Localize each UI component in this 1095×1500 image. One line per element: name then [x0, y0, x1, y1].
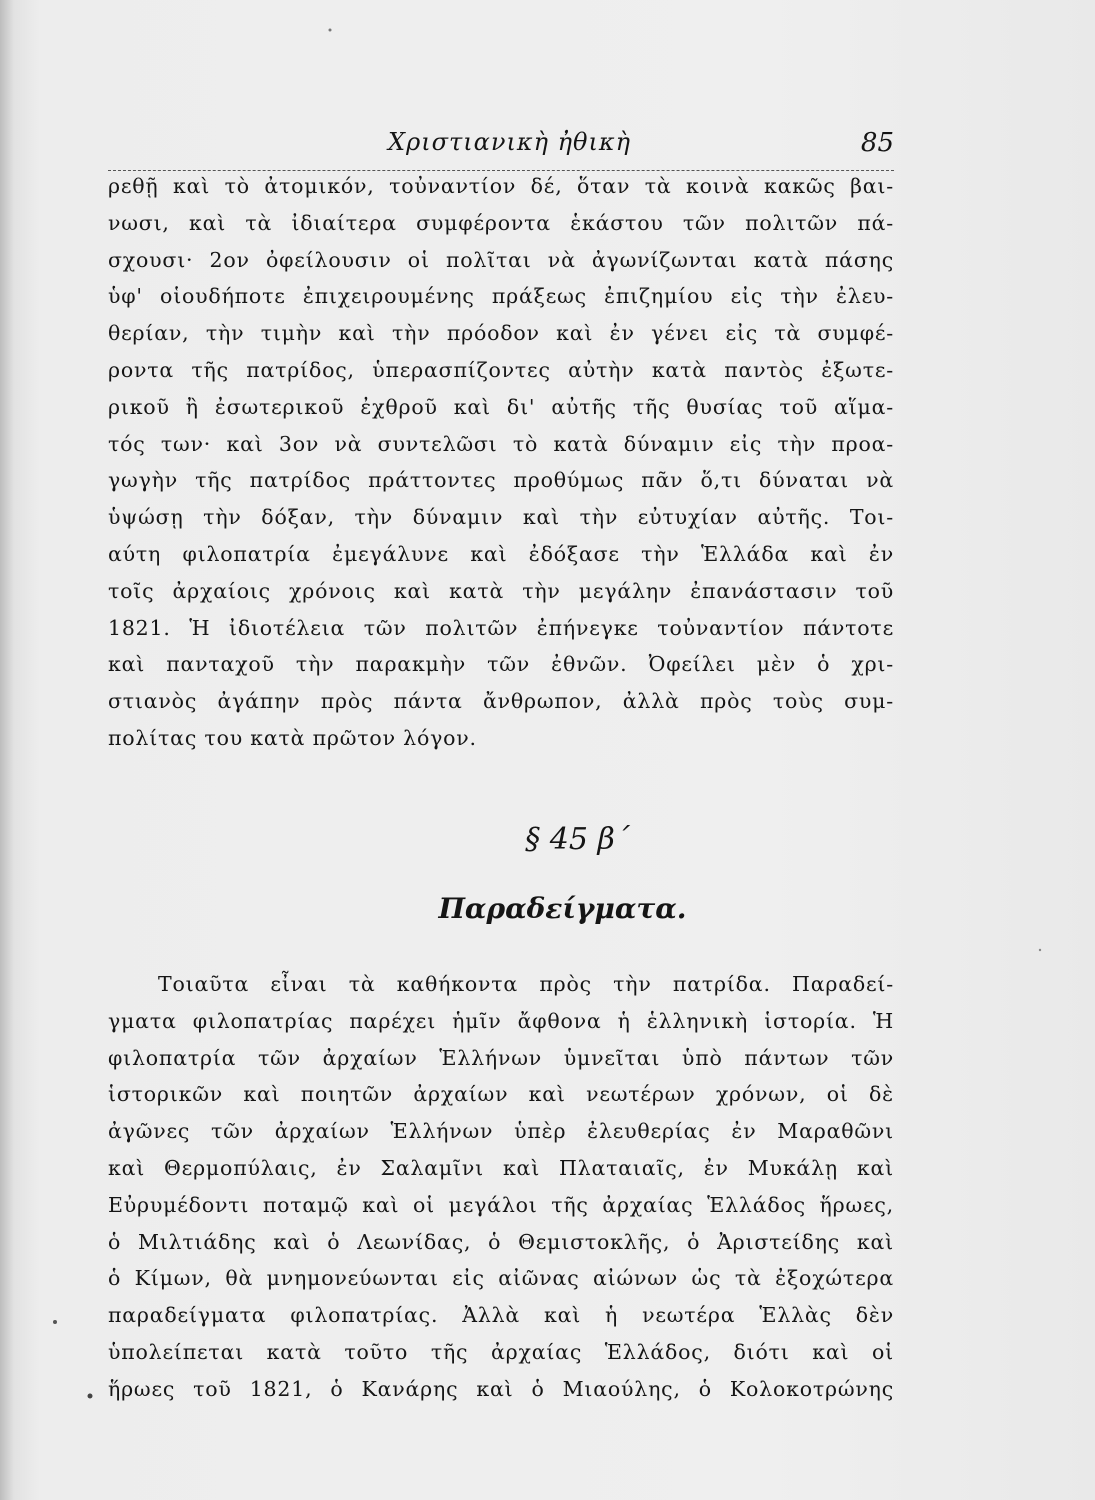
paragraph-duties [108, 168, 894, 757]
text-line: ὑψώσῃ τὴν δόξαν, τὴν δύναμιν καὶ τὴν εὐτυχίαν αὐτῆς. Τοι- [108, 505, 894, 530]
paper-speck [88, 1394, 93, 1399]
text-line: ἱστορικῶν καὶ ποιητῶν ἀρχαίων καὶ νεωτέρων χρόνων, οἱ δὲ [108, 1082, 894, 1107]
page-number: 85 [860, 128, 894, 158]
text-line: ὑπολείπεται κατὰ τοῦτο τῆς ἀρχαίας Ἑλλάδος, διότι καὶ οἱ [108, 1339, 894, 1364]
text-line: ὁ Μιλτιάδης καὶ ὁ Λεωνίδας, ὁ Θεμιστοκλῆς, ὁ Ἀριστείδης καὶ [108, 1229, 894, 1254]
text-line: καὶ Θερμοπύλαις, ἐν Σαλαμῖνι καὶ Πλαταιαῖς, ἐν Μυκάλῃ καὶ [108, 1155, 894, 1180]
text-line: γματα φιλοπατρίας παρέχει ἡμῖν ἄφθονα ἡ ἑλληνικὴ ἱστορία. Ἡ [108, 1008, 894, 1033]
text-line: τός των· καὶ 3ον νὰ συντελῶσι τὸ κατὰ δύναμιν εἰς τὴν προα- [108, 431, 894, 456]
text-line: ὑφ' οἱουδήποτε ἐπιχειρουμένης πράξεως ἐπιζημίου εἰς τὴν ἐλευ- [108, 284, 894, 309]
text-line: αύτη φιλοπατρία ἐμεγάλυνε καὶ ἐδόξασε τὴν Ἑλλάδα καὶ ἐν [108, 541, 894, 566]
text-line: φιλοπατρία τῶν ἀρχαίων Ἑλλήνων ὑμνεῖται ὑπὸ πάντων τῶν [108, 1045, 894, 1070]
section-title: Παραδείγματα. [438, 892, 687, 925]
paper-speck [329, 29, 332, 32]
text-line: καὶ πανταχοῦ τὴν παρακμὴν τῶν ἐθνῶν. Ὀφείλει μὲν ὁ χρι- [108, 652, 894, 677]
paragraph-examples [108, 966, 894, 1408]
text-line: στιανὸς ἀγάπην πρὸς πάντα ἄνθρωπον, ἀλλὰ πρὸς τοὺς συμ- [108, 689, 894, 714]
text-line: ἀγῶνες τῶν ἀρχαίων Ἑλλήνων ὑπὲρ ἐλευθερίας ἐν Μαραθῶνι [108, 1119, 894, 1144]
text-line: νωσι, καὶ τὰ ἰδιαίτερα συμφέροντα ἑκάστου τῶν πολιτῶν πά- [108, 210, 894, 235]
text-line: ὁ Κίμων, θὰ μνημονεύωνται εἰς αἰῶνας αἰώνων ὡς τὰ ἐξοχώτερα [108, 1266, 894, 1291]
text-line: τοῖς ἀρχαίοις χρόνοις καὶ κατὰ τὴν μεγάλην ἐπανάστασιν τοῦ [108, 578, 894, 603]
text-line: Τοιαῦτα εἶναι τὰ καθήκοντα πρὸς τὴν πατρίδα. Παραδεί- [158, 972, 894, 996]
text-line: Εὐρυμέδοντι ποταμῷ καὶ οἱ μεγάλοι τῆς ἀρχαίας Ἑλλάδος ἥρωες, [108, 1192, 894, 1217]
paper-speck [53, 1320, 57, 1324]
section-number: § 45 β´ [525, 822, 630, 857]
text-line: πολίτας του κατὰ πρῶτον λόγον. [108, 725, 477, 750]
text-line: 1821. Ἡ ἰδιοτέλεια τῶν πολιτῶν ἐπήνεγκε τοὐναντίον πάντοτε [108, 615, 894, 640]
text-line: ἥρωες τοῦ 1821, ὁ Κανάρης καὶ ὁ Μιαούλης, ὁ Κολοκοτρώνης [108, 1376, 894, 1401]
text-line: ρεθῇ καὶ τὸ ἀτομικόν, τοὐναντίον δέ, ὅταν τὰ κοινὰ κακῶς βαι- [108, 174, 894, 198]
text-line: ρικοῦ ἢ ἐσωτερικοῦ ἐχθροῦ καὶ δι' αὐτῆς τῆς θυσίας τοῦ αἵμα- [108, 394, 894, 419]
text-line: γωγὴν τῆς πατρίδος πράττοντες προθύμως πᾶν ὅ,τι δύναται νὰ [108, 468, 894, 493]
paper-speck [1039, 949, 1041, 951]
text-line: θερίαν, τὴν τιμὴν καὶ τὴν πρόοδον καὶ ἐν γένει εἰς τὰ συμφέ- [108, 321, 894, 346]
text-line: ροντα τῆς πατρίδος, ὑπερασπίζοντες αὐτὴν κατὰ παντὸς ἐξωτε- [108, 357, 894, 382]
text-line: σχουσι· 2ον ὀφείλουσιν οἱ πολῖται νὰ ἀγωνίζωνται κατὰ πάσης [108, 247, 894, 272]
running-header [108, 128, 894, 168]
running-title: Χριστιανικὴ ἠθικὴ [388, 128, 631, 156]
text-line: παραδείγματα φιλοπατρίας. Ἀλλὰ καὶ ἡ νεωτέρα Ἑλλὰς δὲν [108, 1303, 894, 1328]
